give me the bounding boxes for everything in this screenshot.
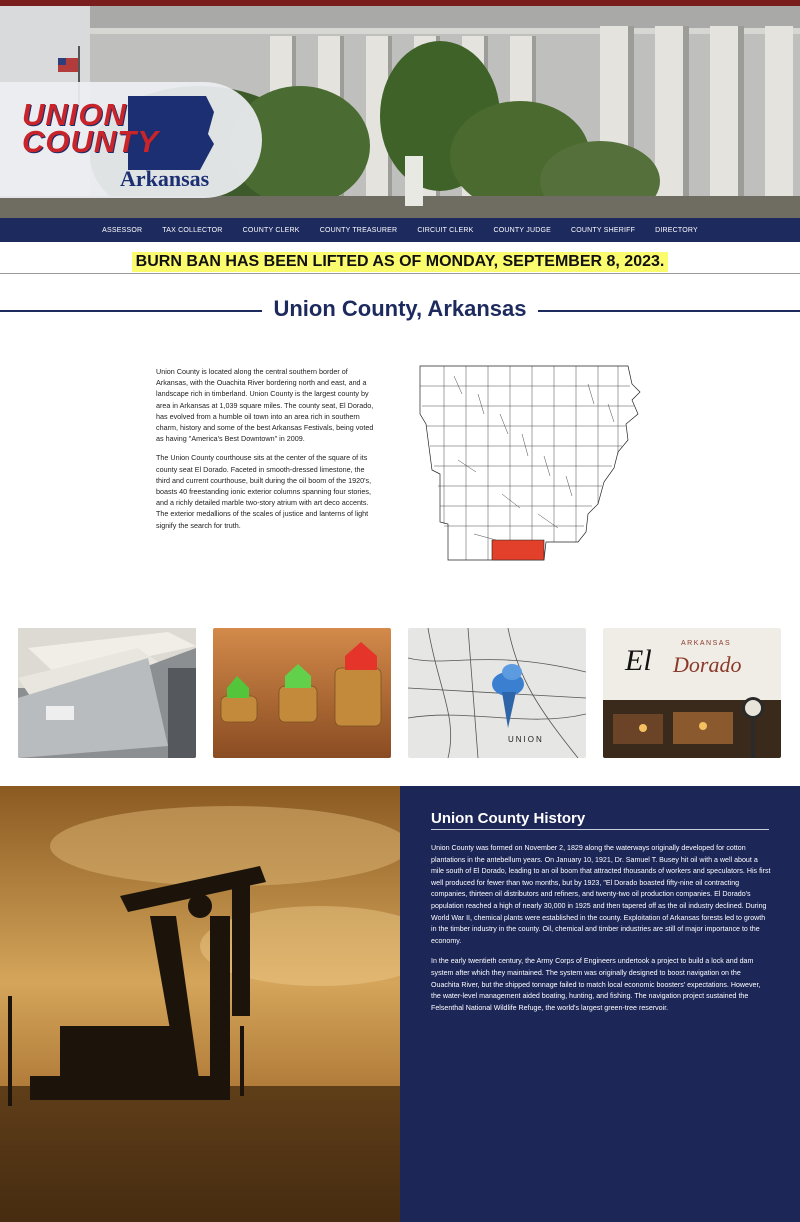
tile-taxes[interactable]: [213, 628, 391, 758]
map-pushpin-photo: [408, 628, 586, 758]
arkansas-county-map: [418, 364, 644, 564]
history-paragraph: Union County was formed on November 2, 1829 along the waterways originally developed for cotton plantations in the antebellum years. On January 10, 1921, Dr. Samuel T. Busey hit oil with a well about a mile south of El Dorado, leading to an oil boom that attracted thousands of workers and speculators. His first well produced for fewer than two months, but by 1923, "El Dorado boasted fifty-nine oil contracting companies, thirteen oil distributors and refiners, and twenty-two oil production companies. El Dorado's population reached a high of nearly 30,000 in 1925 and then tapered off as the oil industry declined. During World War II, chemical plants were established in the county. Exploitation of Arkansas forests led to growth in the timber industry in the county. Oil, chemical and timber industries are still of major importance to the economy.: [431, 844, 771, 945]
history-rule: [431, 829, 769, 830]
nav-item-assessor[interactable]: ASSESSOR: [102, 226, 143, 234]
oil-pumpjack-photo: [0, 786, 400, 1222]
intro-text: [156, 366, 378, 539]
main-nav: [0, 218, 800, 242]
nav-item-county-clerk[interactable]: COUNTY CLERK: [242, 226, 300, 234]
tile-el-dorado[interactable]: [603, 628, 781, 758]
burn-ban-alert: BURN BAN HAS BEEN LIFTED AS OF MONDAY, SEPTEMBER 8, 2023.: [132, 252, 669, 272]
houses-on-coins-photo: [213, 628, 391, 758]
logo-text-county[interactable]: COUNTY: [22, 124, 159, 159]
logo-text-union[interactable]: UNION: [22, 97, 127, 132]
logo-text-state[interactable]: Arkansas: [120, 166, 210, 191]
history-paragraph: In the early twentieth century, the Army Corps of Engineers undertook a project to build a lock and dam system after which they maintained. The system was originally designed to boost navigation on the Ouachita River, but the shipped tonnage failed to match local economic boosters' expectations. However, the water-level management aided boating, hunting, and fishing. The navigation project sustained the Felsenthal National Wildlife Refuge, the world's largest green-tree reservoir.: [431, 957, 761, 1012]
tile-records[interactable]: [18, 628, 196, 758]
nav-item-county-judge[interactable]: COUNTY JUDGE: [493, 226, 551, 234]
intro-paragraph: Union County is located along the central southern border of Arkansas, with the Ouachita River bordering north and east, and a landscape rich in timberland. Union County is the largest county by area in Arkansas at 1,039 square miles. The county seat, El Dorado, has evolved from a humble oil town into an area rich in southern charm, history and some of the best Arkansas Festivals, being voted as having "America's Best Downtown" in 2009.: [156, 367, 374, 444]
page-title: Union County, Arkansas: [273, 296, 527, 321]
el-dorado-logo-el: El: [625, 644, 652, 677]
hero-banner: [0, 6, 800, 218]
title-rule-left: [0, 310, 262, 312]
file-cabinet-photo: [18, 628, 196, 758]
nav-item-county-treasurer[interactable]: COUNTY TREASURER: [319, 226, 398, 234]
nav-item-tax-collector[interactable]: TAX COLLECTOR: [162, 226, 223, 234]
nav-item-circuit-clerk[interactable]: CIRCUIT CLERK: [417, 226, 474, 234]
union-county-highlight: [492, 540, 544, 560]
intro-paragraph: The Union County courthouse sits at the center of the square of its county seat El Dorado. Faceted in smooth-dressed limestone, the third and current courthouse, built during the oil boom of the 1920's, boasts 40 freestanding ionic exterior columns spanning four stories, and a richly detailed marble two-story atrium with art deco accents. The exterior medallions of the scales of justice and lanterns of light signify the search for truth.: [156, 453, 372, 530]
oil-pumpjack-image: [0, 786, 400, 1222]
feature-tiles: [0, 628, 800, 758]
el-dorado-logo-dorado: Dorado: [673, 652, 742, 677]
el-dorado-logo-small: ARKANSAS: [681, 640, 732, 647]
divider: [0, 273, 800, 274]
alert-banner: [0, 252, 800, 272]
tile-maps[interactable]: [408, 628, 586, 758]
history-section: [400, 786, 800, 1222]
nav-item-county-sheriff[interactable]: COUNTY SHERIFF: [570, 226, 636, 234]
svg-text:UNION: UNION: [508, 735, 544, 744]
title-rule-right: [538, 310, 800, 312]
nav-item-directory[interactable]: DIRECTORY: [655, 226, 698, 234]
history-body: [431, 843, 771, 1023]
history-heading: Union County History: [431, 810, 586, 827]
